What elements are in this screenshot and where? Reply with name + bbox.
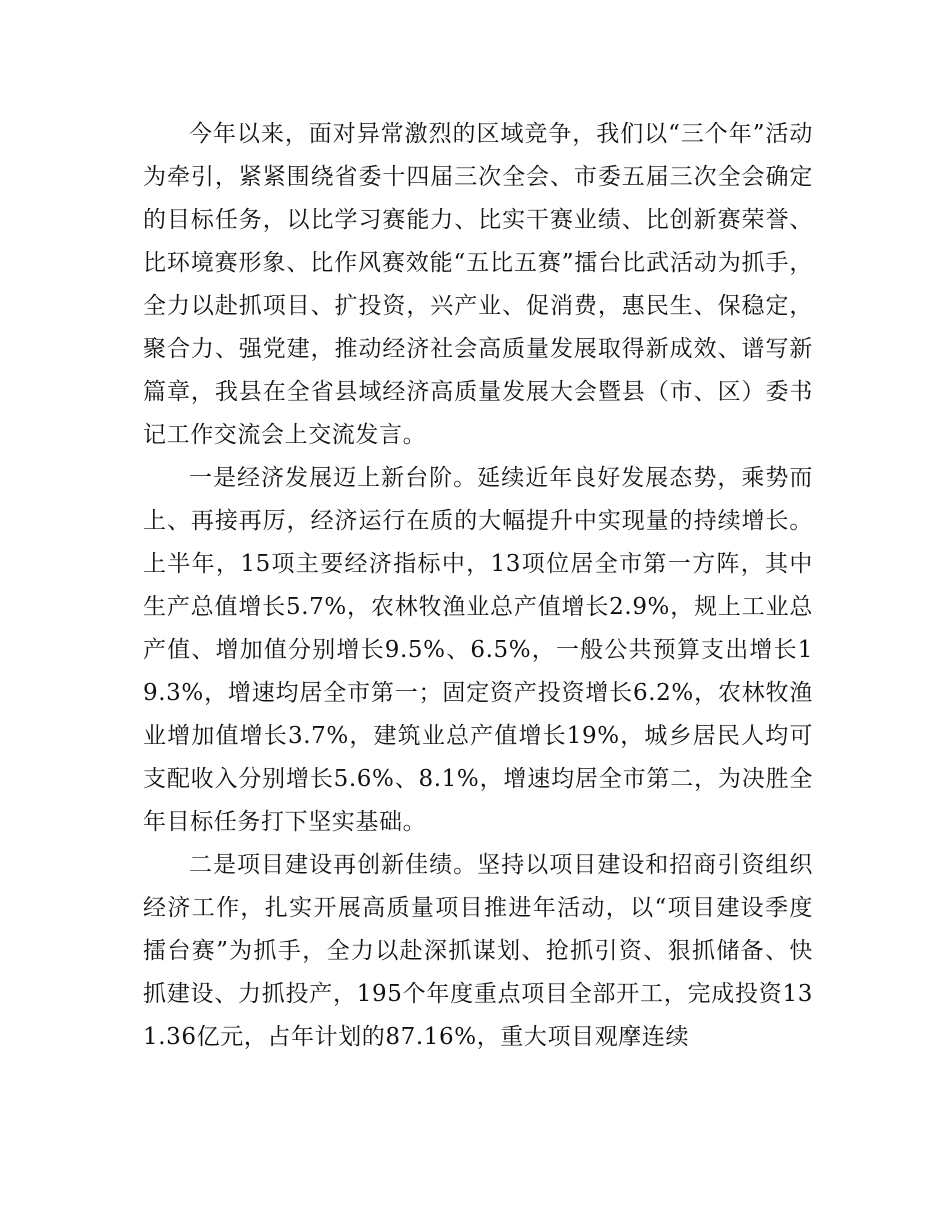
paragraph-project-construction: 二是项目建设再创新佳绩。坚持以项目建设和招商引资组织经济工作，扎实开展高质量项目推进年活动，以“项目建设季度擂台赛”为抓手，全力以赴深抓谋划、抢抓引资、狠抓储备、快抓建设、力抓投产，195个年度重点项目全部开工，完成投资131.36亿元，占年计划的87.16%，重大项目观摩连续: [143, 852, 813, 1050]
paragraph-intro: 今年以来，面对异常激烈的区域竞争，我们以“三个年”活动为牵引，紧紧围绕省委十四届三次全会、市委五届三次全会确定的目标任务，以比学习赛能力、比实干赛业绩、比创新赛荣誉、比环境赛形象、比作风赛效能“五比五赛”擂台比武活动为抓手，全力以赴抓项目、扩投资，兴产业、促消费，惠民生、保稳定，聚合力、强党建，推动经济社会高质量发展取得新成效、谱写新篇章，我县在全省县域经济高质量发展大会暨县（市、区）委书记工作交流会上交流发言。: [143, 121, 813, 448]
document-body: [143, 113, 813, 1059]
paragraph-economic-development: 一是经济发展迈上新台阶。延续近年良好发展态势，乘势而上、再接再厉，经济运行在质的大幅提升中实现量的持续增长。上半年，15项主要经济指标中，13项位居全市第一方阵，其中生产总值增长5.7%，农林牧渔业总产值增长2.9%，规上工业总产值、增加值分别增长9.5%、6.5%，一般公共预算支出增长19.3%，增速均居全市第一；固定资产投资增长6.2%，农林牧渔业增加值增长3.7%，建筑业总产值增长19%，城乡居民人均可支配收入分别增长5.6%、8.1%，增速均居全市第二，为决胜全年目标任务打下坚实基础。: [143, 465, 813, 835]
